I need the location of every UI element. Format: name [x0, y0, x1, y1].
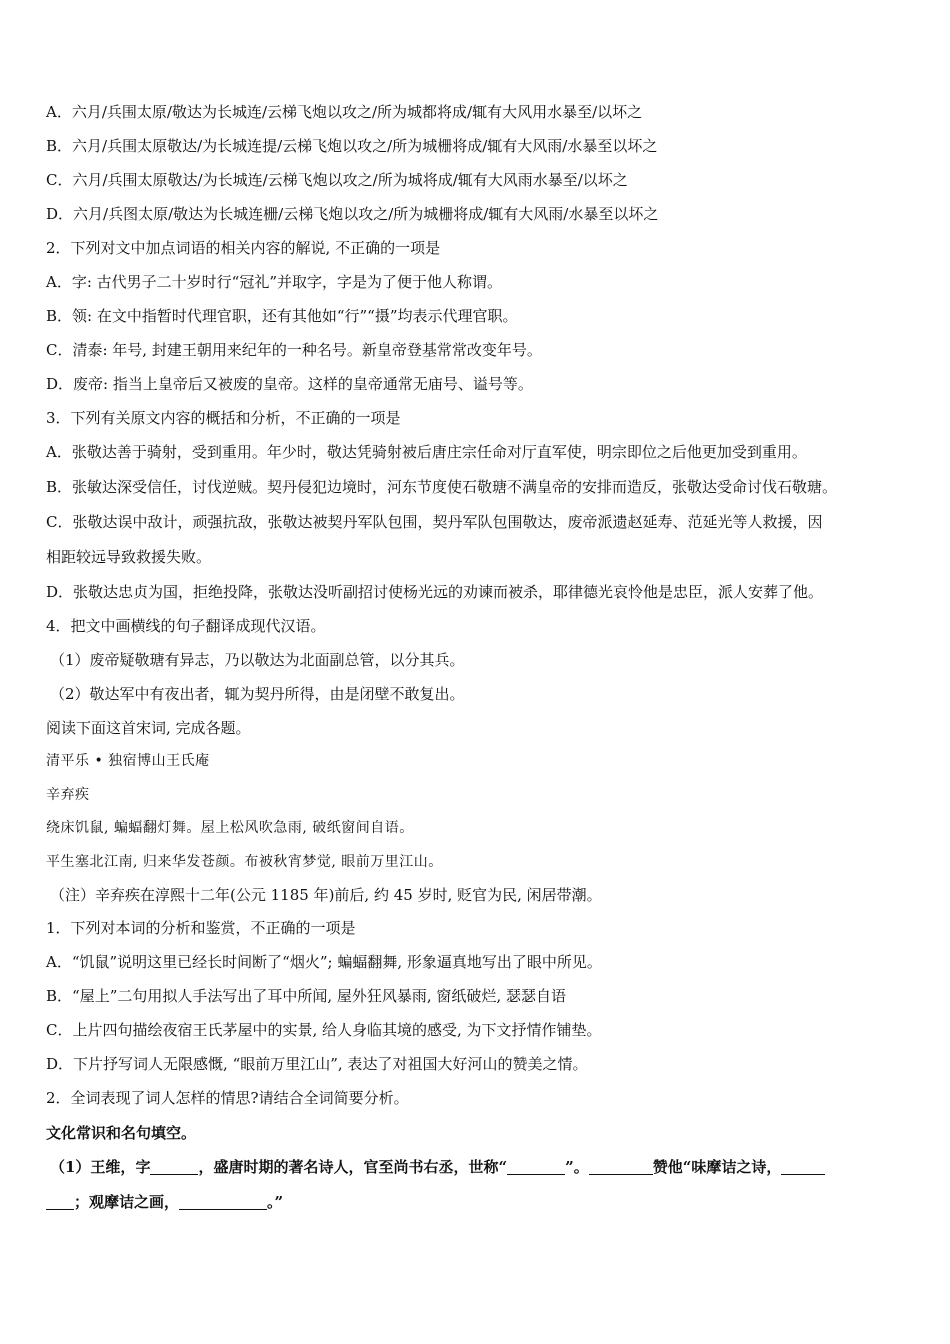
answer-blank[interactable] — [179, 1195, 267, 1210]
culture-q1-text-d: 赞他“味摩诘之诗， — [652, 1158, 782, 1176]
poem-author: 辛弃疾 — [46, 787, 90, 803]
poem-q1-option-b: B．“屋上”二句用拟人手法写出了耳中所闻, 屋外狂风暴雨, 窗纸破烂, 瑟瑟自语 — [46, 987, 566, 1005]
poem-note: （注）辛弃疾在淳熙十二年(公元 1185 年)前后, 约 45 岁时, 贬官为民, 闲居带潮。 — [50, 886, 602, 904]
poem-title: 清平乐 • 独宿博山王氏庵 — [46, 753, 210, 769]
culture-q1-text-b: ，盛唐时期的著名诗人，官至尚书右丞，世称“ — [198, 1158, 508, 1176]
answer-blank[interactable] — [46, 1195, 74, 1210]
answer-blank[interactable] — [507, 1160, 565, 1175]
q3-option-d: D．张敬达忠贞为国，拒绝投降，张敬达没听副招讨使杨光远的劝谏而被杀，耶律德光哀怜他是忠臣，派人安葬了他。 — [46, 583, 824, 601]
poem-q1-option-d: D．下片抒写词人无限感慨, “眼前万里江山”, 表达了对祖国大好河山的赞美之情。 — [46, 1055, 588, 1073]
q3-stem: 3．下列有关原文内容的概括和分析，不正确的一项是 — [46, 409, 401, 427]
culture-q1-text-c: ”。 — [565, 1158, 589, 1176]
q4-sentence-1: （1）废帝疑敬瑭有异志，乃以敬达为北面副总管，以分其兵。 — [50, 651, 465, 669]
culture-question-1-line1 — [50, 1157, 920, 1177]
poem-q1-option-a: A．“饥鼠”说明这里已经长时间断了“烟火”; 蝙蝠翻舞, 形象逼真地写出了眼中所见。 — [46, 953, 602, 971]
q1-option-c: C．六月/兵围太原敬达/为长城连/云梯飞炮以攻之/所为城将成/辄有大风雨水暴至/以坏之 — [46, 171, 628, 189]
q4-sentence-2: （2）敬达军中有夜出者，辄为契丹所得，由是闭壁不敢复出。 — [50, 685, 465, 703]
poem-instruction: 阅读下面这首宋词, 完成各题。 — [46, 719, 251, 737]
answer-blank[interactable] — [150, 1160, 198, 1175]
poem-line-2: 平生塞北江南, 归来华发苍颜。布被秋宵梦觉, 眼前万里江山。 — [46, 854, 443, 870]
q4-stem: 4．把文中画横线的句子翻译成现代汉语。 — [46, 617, 326, 635]
poem-line-1: 绕床饥鼠, 蝙蝠翻灯舞。屋上松风吹急雨, 破纸窗间自语。 — [46, 820, 414, 836]
culture-question-1-line2 — [46, 1192, 916, 1212]
q3-option-a: A．张敬达善于骑射，受到重用。年少时，敬达凭骑射被后唐庄宗任命对厅直军使，明宗即位之后他更加受到重用。 — [46, 443, 807, 461]
poem-q1-stem: 1．下列对本词的分析和鉴赏，不正确的一项是 — [46, 919, 356, 937]
q2-option-b: B．领: 在文中指暂时代理官职，还有其他如“行”“摄”均表示代理官职。 — [46, 307, 518, 325]
q2-option-c: C．清泰: 年号, 封建王朝用来纪年的一种名号。新皇帝登基常常改变年号。 — [46, 341, 542, 359]
answer-blank[interactable] — [589, 1160, 653, 1175]
poem-q2-stem: 2．全词表现了词人怎样的情思?请结合全词简要分析。 — [46, 1089, 409, 1107]
q3-option-b: B．张敏达深受信任，讨伐逆贼。契丹侵犯边境时，河东节度使石敬瑭不满皇帝的安排而造反，张敬达受命讨伐石敬瑭。 — [46, 478, 838, 496]
q2-option-a: A．字: 古代男子二十岁时行“冠礼”并取字，字是为了便于他人称谓。 — [46, 273, 502, 291]
culture-q1-text-a: （1）王维，字 — [50, 1158, 151, 1176]
q1-option-d: D．六月/兵图太原/敬达为长城连栅/云梯飞炮以攻之/所为城栅将成/辄有大风雨/水暴至以坏之 — [46, 205, 659, 223]
culture-heading: 文化常识和名句填空。 — [46, 1124, 197, 1142]
q3-option-c-line1: C．张敬达误中敌计，顽强抗敌，张敬达被契丹军队包围，契丹军队包围敬达，废帝派遗赵延寿、范延光等人救援，因 — [46, 513, 823, 531]
poem-q1-option-c: C．上片四句描绘夜宿王氏茅屋中的实景, 给人身临其境的感受, 为下文抒情作铺垫。 — [46, 1021, 602, 1039]
q2-stem: 2．下列对文中加点词语的相关内容的解说, 不正确的一项是 — [46, 239, 441, 257]
q2-option-d: D．废帝: 指当上皇帝后又被废的皇帝。这样的皇帝通常无庙号、谥号等。 — [46, 375, 533, 393]
q1-option-a: A．六月/兵围太原/敬达为长城连/云梯飞炮以攻之/所为城都将成/辄有大风用水暴至/以坏之 — [46, 103, 643, 121]
answer-blank[interactable] — [781, 1160, 825, 1175]
q3-option-c-line2: 相距较远导致救援失败。 — [46, 548, 212, 566]
culture-q1-text-e: ；观摩诘之画， — [74, 1193, 180, 1211]
culture-q1-text-f: 。” — [267, 1193, 284, 1211]
q1-option-b: B．六月/兵围太原敬达/为长城连提/云梯飞炮以攻之/所为城栅将成/辄有大风雨/水暴至以坏之 — [46, 137, 658, 155]
